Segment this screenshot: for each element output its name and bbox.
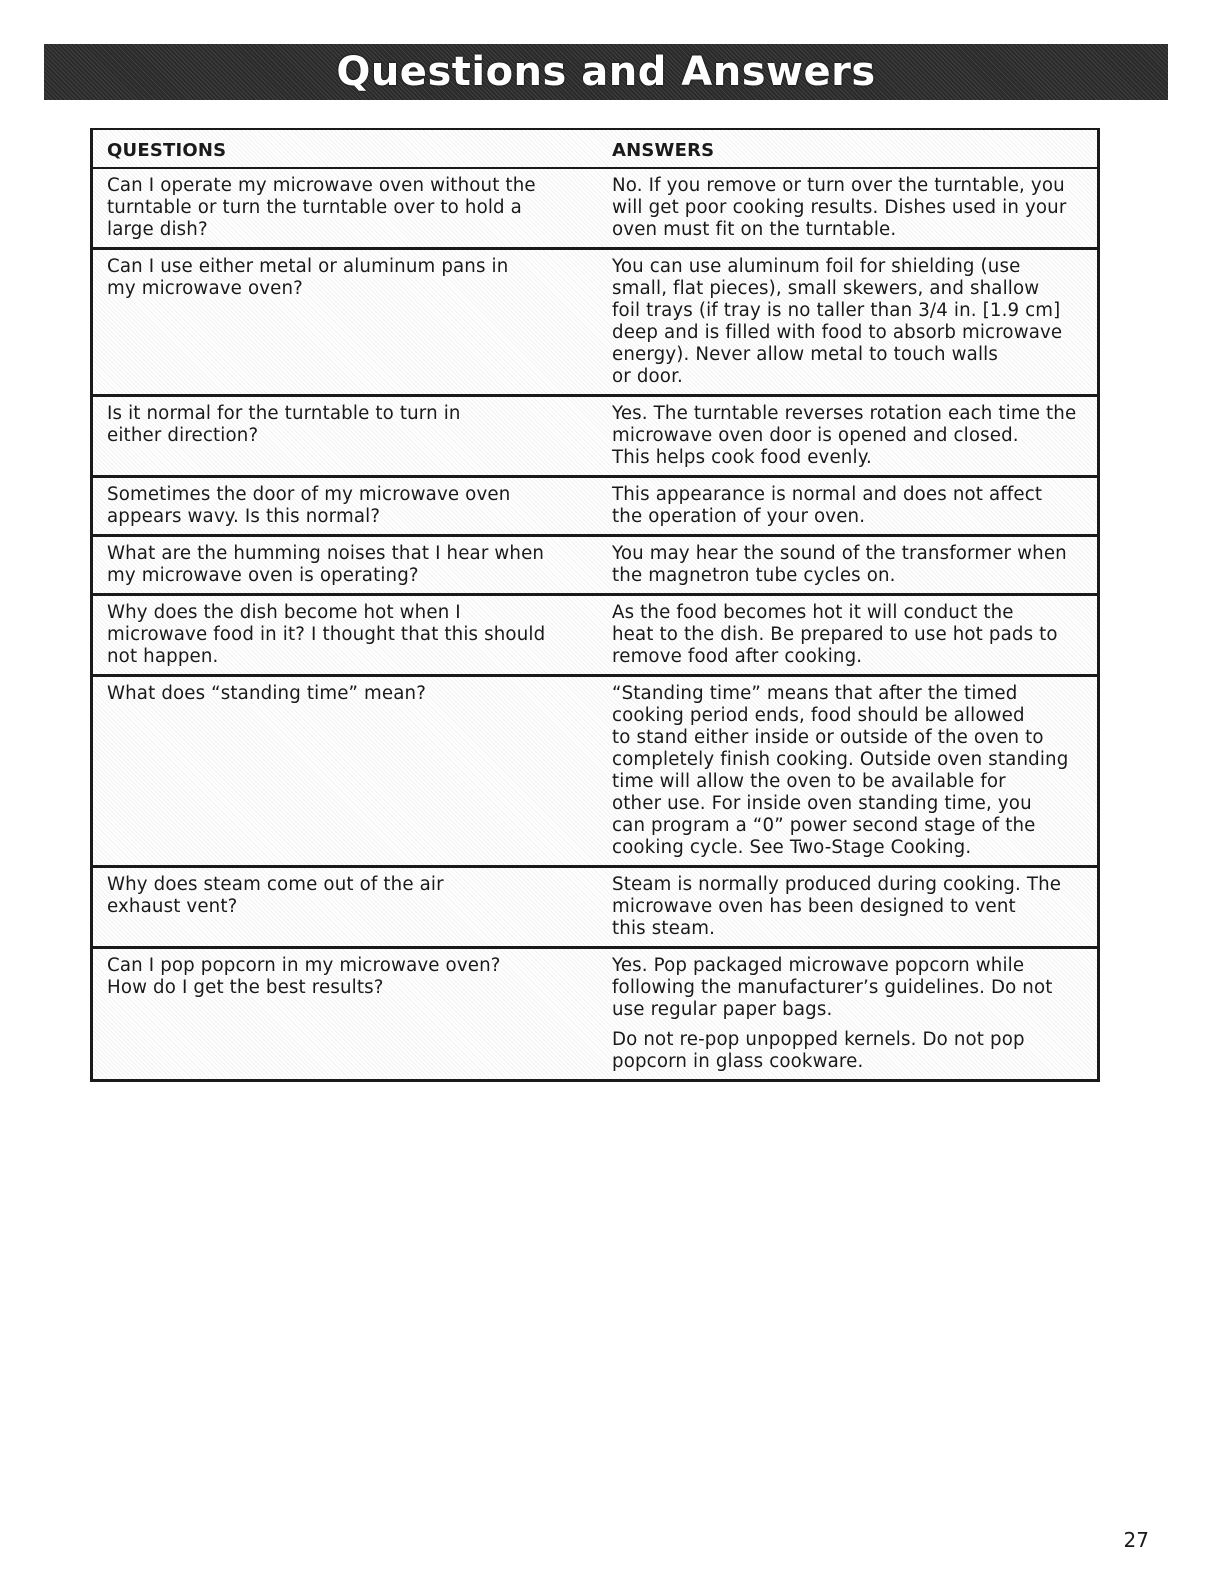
table-row <box>93 169 1097 250</box>
page-number: 27 <box>1123 1528 1149 1552</box>
answer-cell <box>598 874 1097 940</box>
answer-paragraph: “Standing time” means that after the timed cooking period ends, food should be allowed to stand either inside or outside of the oven to completely finish cooking. Outside oven standing time will allow the oven to be available for other use. For inside oven standing time, you can program a “0” power second stage of the cooking cycle. See Two-Stage Cooking. <box>612 683 1069 858</box>
qa-table <box>90 128 1100 1082</box>
answer-paragraph: No. If you remove or turn over the turntable, you will get poor cooking results. Dishes used in your oven must fit on the turntable. <box>612 175 1067 240</box>
answer-cell <box>598 256 1097 388</box>
question-cell: What does “standing time” mean? <box>107 683 427 704</box>
questions-column-header: QUESTIONS <box>107 140 227 161</box>
table-row <box>93 677 1097 868</box>
answer-paragraph: Yes. Pop packaged microwave popcorn while following the manufacturer’s guidelines. Do not use regular paper bags. <box>612 955 1053 1020</box>
table-body <box>93 169 1097 1082</box>
answer-paragraph: As the food becomes hot it will conduct the heat to the dish. Be prepared to use hot pads to remove food after cooking. <box>612 602 1058 667</box>
question-cell: Why does the dish become hot when I microwave food in it? I thought that this should not happen. <box>107 602 546 667</box>
table-row <box>93 537 1097 596</box>
answer-cell <box>598 403 1097 469</box>
table-row <box>93 868 1097 949</box>
answer-paragraph: This appearance is normal and does not affect the operation of your oven. <box>612 484 1043 527</box>
answer-paragraph: Do not re-pop unpopped kernels. Do not pop popcorn in glass cookware. <box>612 1029 1025 1072</box>
question-cell: Is it normal for the turntable to turn in either direction? <box>107 403 461 446</box>
question-cell: Can I use either metal or aluminum pans in my microwave oven? <box>107 256 509 299</box>
answer-cell <box>598 683 1097 859</box>
table-row <box>93 250 1097 397</box>
answer-cell <box>598 543 1097 587</box>
answer-cell <box>598 484 1097 528</box>
answer-paragraph: You can use aluminum foil for shielding (use small, flat pieces), small skewers, and shallow foil trays (if tray is no taller than 3/4 in. [1.9 cm] deep and is filled with food to absorb microwave energy). Never allow metal to touch walls or door. <box>612 256 1063 387</box>
answer-cell <box>598 175 1097 241</box>
question-cell: Can I operate my microwave oven without the turntable or turn the turntable over to hold a large dish? <box>107 175 536 240</box>
answers-column-header: ANSWERS <box>612 140 715 161</box>
question-cell: Can I pop popcorn in my microwave oven? How do I get the best results? <box>107 955 501 998</box>
question-cell: What are the humming noises that I hear when my microwave oven is operating? <box>107 543 545 586</box>
answer-cell <box>598 955 1097 1073</box>
table-row <box>93 596 1097 677</box>
answer-paragraph: Steam is normally produced during cooking. The microwave oven has been designed to vent this steam. <box>612 874 1062 939</box>
table-row <box>93 478 1097 537</box>
answer-paragraph: You may hear the sound of the transformer when the magnetron tube cycles on. <box>612 543 1067 586</box>
table-row <box>93 397 1097 478</box>
page-title-banner <box>44 44 1168 100</box>
answer-paragraph: Yes. The turntable reverses rotation each time the microwave oven door is opened and closed. This helps cook food evenly. <box>612 403 1077 468</box>
page-title: Questions and Answers <box>336 49 876 95</box>
table-header-row <box>93 130 1097 169</box>
table-row <box>93 949 1097 1082</box>
answer-cell <box>598 602 1097 668</box>
question-cell: Sometimes the door of my microwave oven appears wavy. Is this normal? <box>107 484 511 527</box>
question-cell: Why does steam come out of the air exhaust vent? <box>107 874 444 917</box>
